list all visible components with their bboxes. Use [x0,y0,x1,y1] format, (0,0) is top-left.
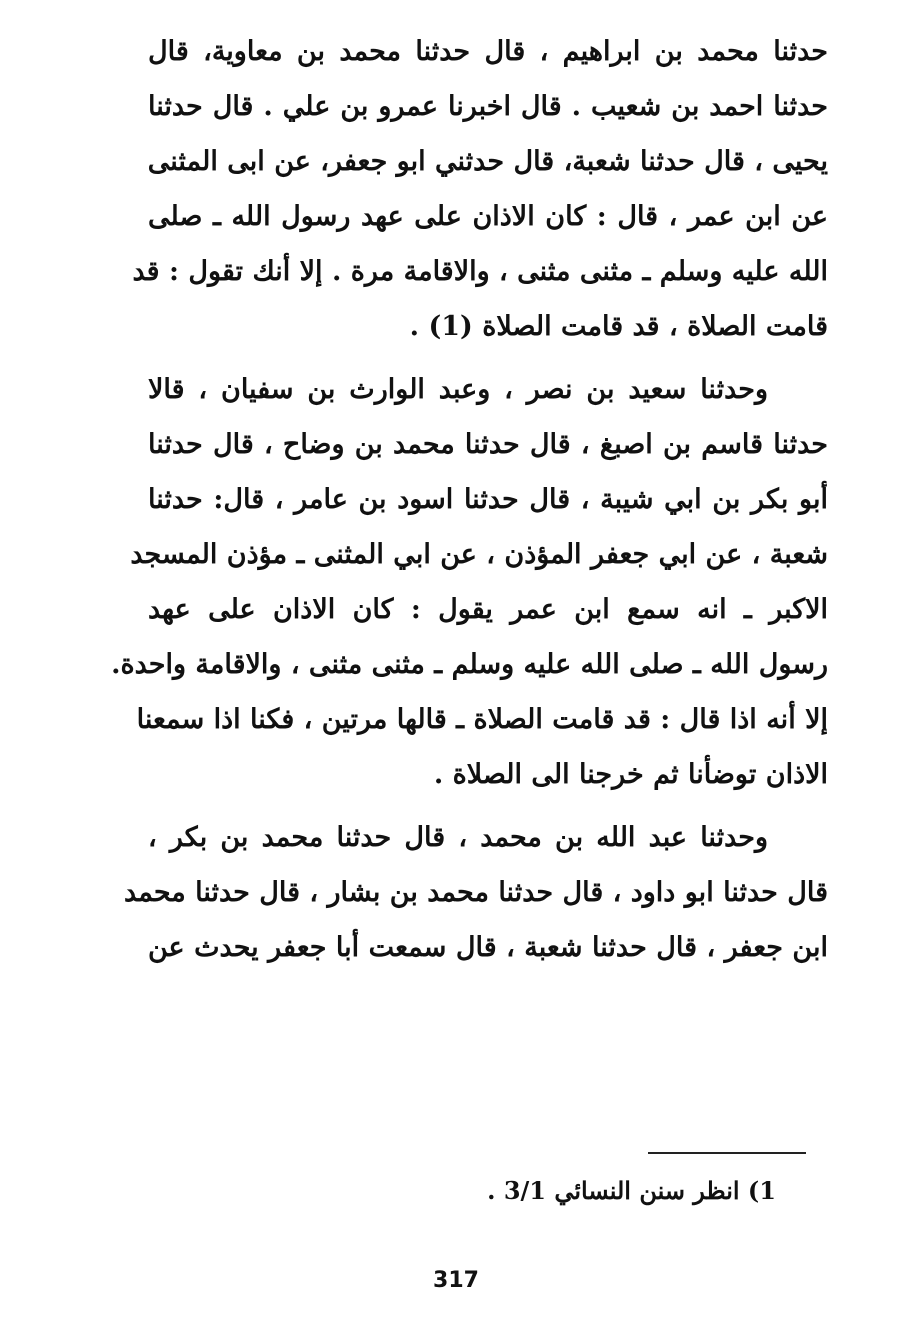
text-line: حدثنا احمد بن شعيب . قال اخبرنا عمرو بن علي . قال حدثنا [148,91,828,122]
text-line: وحدثنا سعيد بن نصر ، وعبد الوارث بن سفيان ، قالا [148,374,768,405]
footnote-divider [648,1152,806,1154]
text-line: إلا أنه اذا قال : قد قامت الصلاة ـ قالها مرتين ، فكنا اذا سمعنا [136,704,828,735]
text-line: يحيى ، قال حدثنا شعبة، قال حدثني ابو جعفر، عن ابى المثنى [147,146,828,177]
text-line: ابن جعفر ، قال حدثنا شعبة ، قال سمعت أبا جعفر يحدث عن [148,932,828,963]
paragraph-2 [111,362,828,802]
text-line: قال حدثنا ابو داود ، قال حدثنا محمد بن بشار ، قال حدثنا محمد [124,877,828,908]
paragraph-3 [124,810,828,975]
text-line: أبو بكر بن ابي شيبة ، قال حدثنا اسود بن عامر ، قال: حدثنا [148,484,828,515]
text-line: حدثنا قاسم بن اصبغ ، قال حدثنا محمد بن وضاح ، قال حدثنا [148,429,828,460]
text-line: الله عليه وسلم ـ مثنى مثنى ، والاقامة مرة . إلا أنك تقول : قد [132,256,828,287]
text-line: شعبة ، عن ابي جعفر المؤذن ، عن ابي المثنى ـ مؤذن المسجد [130,539,828,570]
text-line: الاذان توضأنا ثم خرجنا الى الصلاة . [433,759,828,790]
text-line: قامت الصلاة ، قد قامت الصلاة (1) . [409,311,828,342]
footnote: 1) انظر سنن النسائي 3/1 . [487,1176,776,1205]
text-line: رسول الله ـ صلى الله عليه وسلم ـ مثنى مثنى ، والاقامة واحدة. [111,649,828,680]
text-line: الاكبر ـ انه سمع ابن عمر يقول : كان الاذان على عهد [148,594,828,625]
text-line: عن ابن عمر ، قال : كان الاذان على عهد رسول الله ـ صلى [148,201,828,232]
text-line: حدثنا محمد بن ابراهيم ، قال حدثنا محمد بن معاوية، قال [148,36,828,67]
paragraph-1 [132,24,828,354]
page-number: 317 [433,1268,479,1293]
text-line: وحدثنا عبد الله بن محمد ، قال حدثنا محمد بن بكر ، [148,822,768,853]
